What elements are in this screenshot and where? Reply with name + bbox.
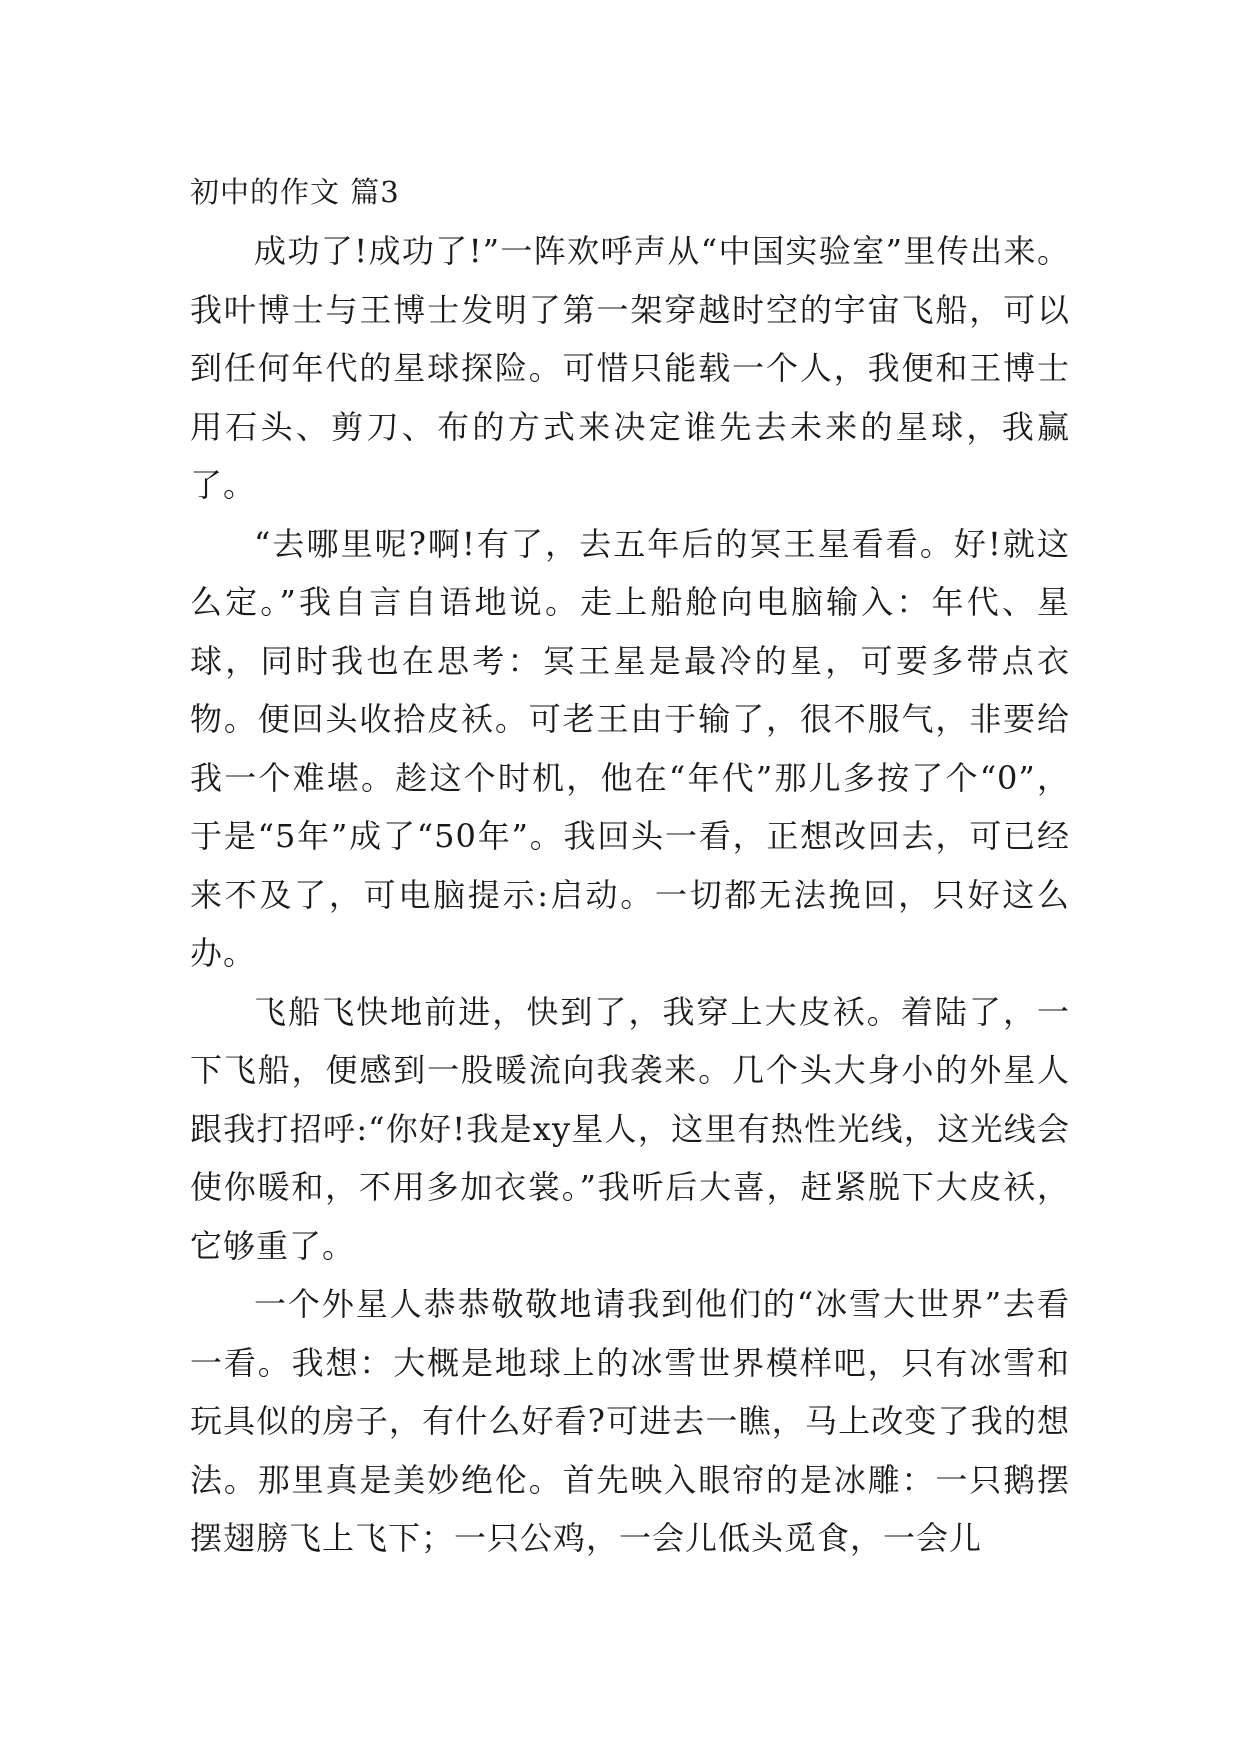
paragraph-4: 一个外星人恭恭敬敬地请我到他们的“冰雪大世界”去看一看。我想：大概是地球上的冰雪世界模样吧，只有冰雪和玩具似的房子，有什么好看?可进去一瞧，马上改变了我的想法。那里真是美妙绝伦。首先映入眼帘的是冰雕：一只鹅摆摆翅膀飞上飞下；一只公鸡，一会儿低头觅食，一会儿 [190, 1285, 1070, 1557]
paragraph-1: 成功了!成功了!”一阵欢呼声从“中国实验室”里传出来。我叶博士与王博士发明了第一架穿越时空的宇宙飞船，可以到任何年代的星球探险。可惜只能载一个人，我便和王博士用石头、剪刀、布的方式来决定谁先去未来的星球，我赢了。 [190, 232, 1070, 504]
paragraph-2: “去哪里呢?啊!有了，去五年后的冥王星看看。好!就这么定。”我自言自语地说。走上船舱向电脑输入：年代、星球，同时我也在思考：冥王星是最冷的星，可要多带点衣物。便回头收拾皮袄。可老王由于输了，很不服气，非要给我一个难堪。趁这个时机，他在“年代”那儿多按了个“0”，于是“5年”成了“50年”。我回头一看，正想改回去，可已经来不及了，可电脑提示:启动。一切都无法挽回，只好这么办。 [190, 524, 1070, 972]
paragraph-3: 飞船飞快地前进，快到了，我穿上大皮袄。着陆了，一下飞船，便感到一股暖流向我袭来。几个头大身小的外星人跟我打招呼:“你好!我是xy星人，这里有热性光线，这光线会使你暖和，不用多加衣裳。”我听后大喜，赶紧脱下大皮袄，它够重了。 [190, 992, 1070, 1265]
document-body [190, 162, 1070, 1568]
essay-title: 初中的作文 篇3 [190, 175, 400, 209]
